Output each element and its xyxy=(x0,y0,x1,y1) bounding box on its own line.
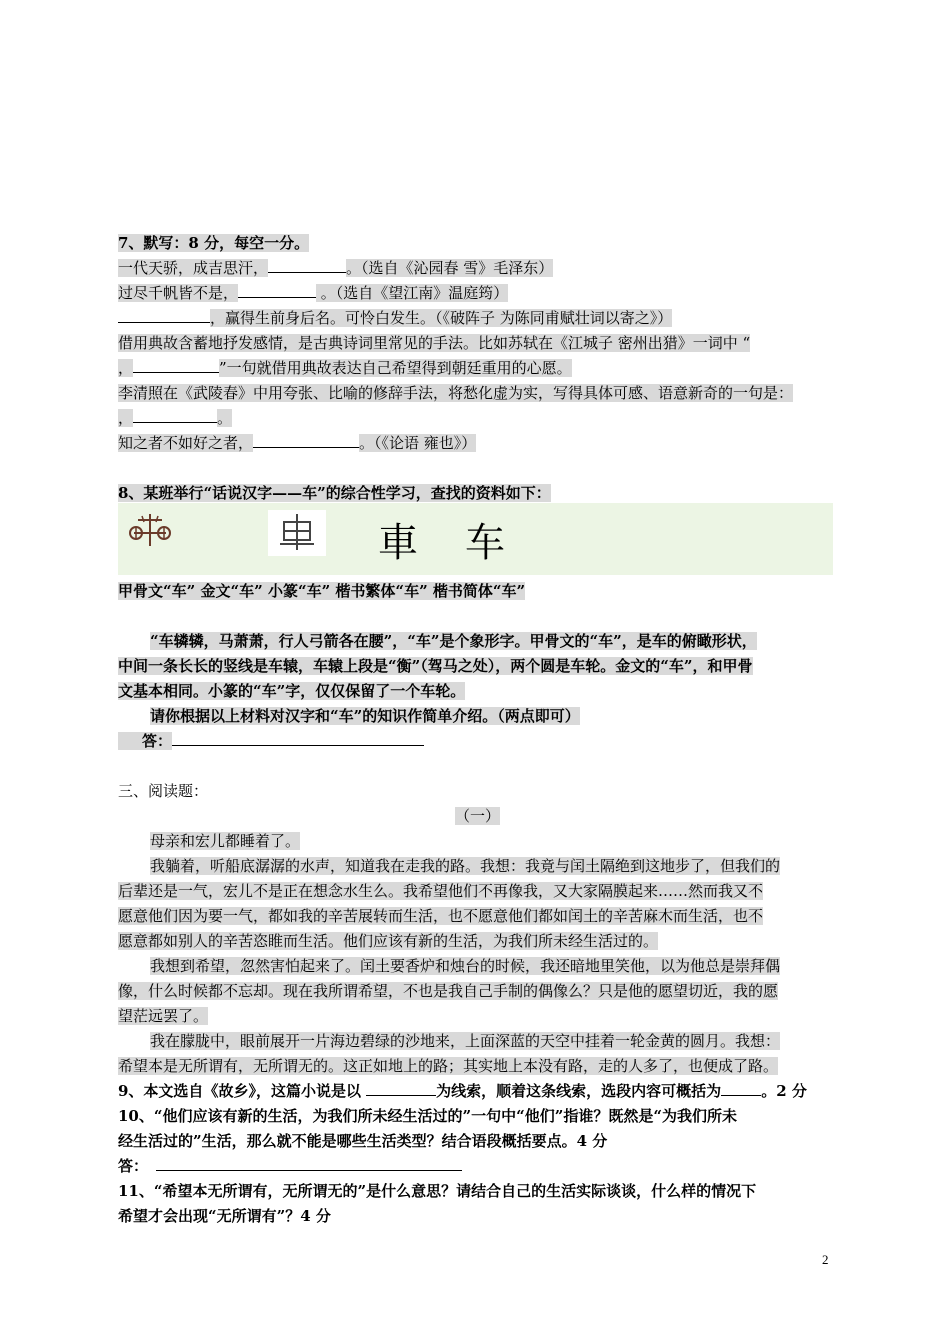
q7-line-6: 李清照在《武陵春》中用夸张、比喻的修辞手法，将愁化虚为实，写得具体可感、语意新奇的一句是： xyxy=(118,384,794,402)
q7-blank-1[interactable] xyxy=(268,257,346,273)
article-line-8: 望茫远罢了。 xyxy=(118,1007,209,1025)
q7-line-1: 一代天骄，成吉思汗， 。（选自《沁园春 雪》毛泽东） xyxy=(118,259,554,277)
q8-answer-line: 答： xyxy=(118,730,424,752)
q8-title: 8、某班举行“话说汉字——车”的综合性学习，查找的资料如下： xyxy=(118,484,551,502)
article-line-7: 像，什么时候都不忘却。现在我所谓希望，不也是我自己手制的偶像么？只是他的愿望切近，我的愿 xyxy=(118,982,779,1000)
oracle-bone-car-image xyxy=(124,510,176,558)
q8-answer-blank[interactable] xyxy=(172,730,424,746)
q9-blank-1[interactable] xyxy=(366,1080,436,1096)
q10-line-2: 经生活过的”生活，那么就不能是哪些生活类型？结合语段概括要点。4 分 xyxy=(118,1132,608,1150)
q9: 9、本文选自《故乡》，这篇小说是以 为线索，顺着这条线索，选段内容可概括为 。2 分 xyxy=(118,1082,807,1100)
q8-prompt: 请你根据以上材料对汉字和“车”的知识作简单介绍。（两点即可） xyxy=(150,707,580,725)
q7-line-7: ， 。 xyxy=(118,409,233,427)
q7-blank-3[interactable] xyxy=(118,307,210,323)
q7-blank-6[interactable] xyxy=(253,432,359,448)
q7-line-3: ，赢得生前身后名。可怜白发生。（《破阵子 为陈同甫赋壮词以寄之》） xyxy=(118,307,672,329)
q8-paragraph-1: “车辚辚，马萧萧，行人弓箭各在腰”，“车”是个象形字。甲骨文的“车”，是车的俯瞰形状， xyxy=(150,632,757,650)
traditional-car-glyph: 車 xyxy=(378,520,418,566)
section3-subtitle: （一） xyxy=(455,807,501,825)
page-number: 2 xyxy=(822,1252,829,1267)
q10-answer-line: 答： xyxy=(118,1155,462,1177)
section3-title: 三、阅读题： xyxy=(118,782,209,800)
article-line-5: 愿意都如别人的辛苦恣睢而生活。他们应该有新的生活，为我们所未经生活过的。 xyxy=(118,932,659,950)
q9-blank-2[interactable] xyxy=(721,1080,761,1096)
article-line-6: 我想到希望，忽然害怕起来了。闰土要香炉和烛台的时候，我还暗地里笑他，以为他总是崇拜偶 xyxy=(150,957,781,975)
article-line-1: 母亲和宏儿都睡着了。 xyxy=(150,832,301,850)
q7-blank-4[interactable] xyxy=(133,357,219,373)
q11-line-1: 11、“希望本无所谓有，无所谓无的”是什么意思？请结合自己的生活实际谈谈，什么样的情况下 xyxy=(118,1182,757,1200)
q7-line-4: 借用典故含蓄地抒发感情，是古典诗词里常见的手法。比如苏轼在《江城子 密州出猎》一词中 “ xyxy=(118,334,751,352)
simplified-car-glyph: 车 xyxy=(465,520,505,566)
q10-answer-blank[interactable] xyxy=(156,1155,462,1171)
article-line-10: 希望本是无所谓有，无所谓无的。这正如地上的路；其实地上本没有路，走的人多了，也便成了路。 xyxy=(118,1057,779,1075)
q8-paragraph-2: 中间一条长长的竖线是车辕，车辕上段是“衡”（驾马之处），两个圆是车轮。金文的“车”，和甲骨 xyxy=(118,657,753,675)
q8-caption: 甲骨文“车” 金文“车” 小篆“车” 楷书繁体“车” 楷书简体“车” xyxy=(118,582,526,600)
q8-paragraph-3: 文基本相同。小篆的“车”字，仅仅保留了一个车轮。 xyxy=(118,682,466,700)
q7-line-2: 过尽千帆皆不是， 。（选自《望江南》温庭筠） xyxy=(118,284,509,302)
q7-line-8: 知之者不如好之者， 。（《论语 雍也》） xyxy=(118,434,477,452)
q7-title: 7、默写：8 分，每空一分。 xyxy=(118,234,310,252)
q7-line-5: ， ”一句就借用典故表达自己希望得到朝廷重用的心愿。 xyxy=(118,359,572,377)
article-line-4: 愿意他们因为要一气，都如我的辛苦展转而生活，也不愿意他们都如闰土的辛苦麻木而生活，也不 xyxy=(118,907,764,925)
bronze-script-car-image xyxy=(268,510,326,556)
article-line-3: 后辈还是一气，宏儿不是正在想念水生么。我希望他们不再像我，又大家隔膜起来……然而我又不 xyxy=(118,882,764,900)
q7-blank-5[interactable] xyxy=(133,407,217,423)
q11-line-2: 希望才会出现“无所谓有”？4 分 xyxy=(118,1207,331,1225)
article-line-9: 我在朦胧中，眼前展开一片海边碧绿的沙地来，上面深蓝的天空中挂着一轮金黄的圆月。我想： xyxy=(150,1032,781,1050)
q10-line-1: 10、“他们应该有新的生活，为我们所未经生活过的”一句中“他们”指谁？既然是“为我们所未 xyxy=(118,1107,738,1125)
q7-blank-2[interactable] xyxy=(238,282,316,298)
article-line-2: 我躺着，听船底潺潺的水声，知道我在走我的路。我想：我竟与闰土隔绝到这地步了，但我们的 xyxy=(150,857,781,875)
